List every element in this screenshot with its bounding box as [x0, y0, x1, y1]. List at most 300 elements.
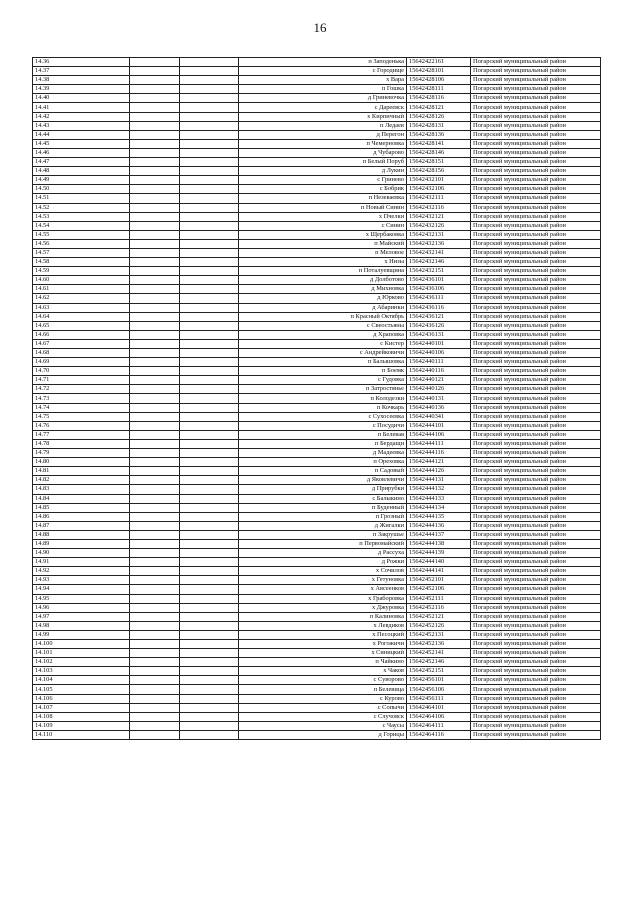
empty-cell: [130, 267, 180, 276]
empty-cell: [180, 158, 239, 167]
district-cell: Погарский муниципальный район: [471, 203, 601, 212]
district-cell: Погарский муниципальный район: [471, 258, 601, 267]
empty-cell: [180, 421, 239, 430]
table-row: [33, 76, 601, 85]
settlement-name-cell: с Городище: [239, 67, 407, 76]
oktmo-code-cell: 15642444139: [407, 549, 471, 558]
empty-cell: [130, 394, 180, 403]
oktmo-code-cell: 15642428121: [407, 103, 471, 112]
empty-cell: [130, 421, 180, 430]
table-row: [33, 640, 601, 649]
district-cell: Погарский муниципальный район: [471, 439, 601, 448]
empty-cell: [180, 203, 239, 212]
empty-cell: [180, 721, 239, 730]
district-cell: Погарский муниципальный район: [471, 676, 601, 685]
empty-cell: [180, 430, 239, 439]
settlement-name-cell: п Поталуевщина: [239, 267, 407, 276]
table-row: [33, 330, 601, 339]
row-number-cell: 14.63: [33, 303, 130, 312]
settlement-name-cell: п Грозный: [239, 512, 407, 521]
empty-cell: [130, 67, 180, 76]
settlement-name-cell: п Новый Синин: [239, 203, 407, 212]
empty-cell: [130, 385, 180, 394]
row-number-cell: 14.65: [33, 321, 130, 330]
table-row: [33, 303, 601, 312]
row-number-cell: 14.89: [33, 539, 130, 548]
settlement-name-cell: п Меловое: [239, 248, 407, 257]
empty-cell: [130, 730, 180, 739]
empty-cell: [180, 330, 239, 339]
empty-cell: [130, 503, 180, 512]
settlement-name-cell: п Балышовка: [239, 358, 407, 367]
empty-cell: [130, 585, 180, 594]
settlement-name-cell: п Первомайский: [239, 539, 407, 548]
empty-cell: [130, 285, 180, 294]
row-number-cell: 14.108: [33, 712, 130, 721]
empty-cell: [180, 58, 239, 67]
empty-cell: [130, 703, 180, 712]
empty-cell: [180, 603, 239, 612]
settlement-name-cell: с Синин: [239, 221, 407, 230]
settlement-name-cell: п Колодезки: [239, 394, 407, 403]
oktmo-code-cell: 15642432101: [407, 176, 471, 185]
table-row: [33, 376, 601, 385]
empty-cell: [130, 530, 180, 539]
row-number-cell: 14.97: [33, 612, 130, 621]
district-cell: Погарский муниципальный район: [471, 185, 601, 194]
table-row: [33, 67, 601, 76]
empty-cell: [180, 503, 239, 512]
oktmo-code-cell: 15642444138: [407, 539, 471, 548]
empty-cell: [180, 567, 239, 576]
oktmo-code-cell: 15642452111: [407, 594, 471, 603]
row-number-cell: 14.44: [33, 130, 130, 139]
district-cell: Погарский муниципальный район: [471, 512, 601, 521]
settlement-name-cell: п Затростянье: [239, 385, 407, 394]
table-row: [33, 85, 601, 94]
district-cell: Погарский муниципальный район: [471, 349, 601, 358]
oktmo-code-cell: 15642444140: [407, 558, 471, 567]
table-row: [33, 94, 601, 103]
oktmo-code-cell: 15642436111: [407, 294, 471, 303]
district-cell: Погарский муниципальный район: [471, 712, 601, 721]
oktmo-code-cell: 15642452101: [407, 576, 471, 585]
district-cell: Погарский муниципальный район: [471, 467, 601, 476]
district-cell: Погарский муниципальный район: [471, 485, 601, 494]
table-row: [33, 703, 601, 712]
settlement-name-cell: х Синицкий: [239, 649, 407, 658]
district-cell: Погарский муниципальный район: [471, 385, 601, 394]
district-cell: Погарский муниципальный район: [471, 549, 601, 558]
oktmo-code-cell: 15642456101: [407, 676, 471, 685]
empty-cell: [180, 267, 239, 276]
table-row: [33, 294, 601, 303]
empty-cell: [180, 167, 239, 176]
empty-cell: [130, 612, 180, 621]
row-number-cell: 14.83: [33, 485, 130, 494]
district-cell: Погарский муниципальный район: [471, 194, 601, 203]
table-row: [33, 512, 601, 521]
table-row: [33, 258, 601, 267]
empty-cell: [130, 58, 180, 67]
table-row: [33, 185, 601, 194]
settlement-name-cell: п Бердащи: [239, 439, 407, 448]
row-number-cell: 14.98: [33, 621, 130, 630]
settlement-name-cell: х Сочилов: [239, 567, 407, 576]
table-row: [33, 312, 601, 321]
oktmo-code-cell: 15642452136: [407, 640, 471, 649]
table-row: [33, 367, 601, 376]
row-number-cell: 14.68: [33, 349, 130, 358]
empty-cell: [180, 612, 239, 621]
table-row: [33, 321, 601, 330]
table-row: [33, 339, 601, 348]
oktmo-code-cell: 15642452141: [407, 649, 471, 658]
empty-cell: [130, 230, 180, 239]
empty-cell: [130, 485, 180, 494]
table-row: [33, 385, 601, 394]
table-row: [33, 485, 601, 494]
empty-cell: [130, 130, 180, 139]
empty-cell: [180, 585, 239, 594]
oktmo-code-cell: 15642436101: [407, 276, 471, 285]
row-number-cell: 14.70: [33, 367, 130, 376]
table-row: [33, 248, 601, 257]
table-row: [33, 176, 601, 185]
row-number-cell: 14.81: [33, 467, 130, 476]
district-cell: Погарский муниципальный район: [471, 585, 601, 594]
district-cell: Погарский муниципальный район: [471, 167, 601, 176]
table-row: [33, 103, 601, 112]
empty-cell: [180, 258, 239, 267]
row-number-cell: 14.74: [33, 403, 130, 412]
row-number-cell: 14.49: [33, 176, 130, 185]
oktmo-code-cell: 15642464111: [407, 721, 471, 730]
settlement-name-cell: д Перегон: [239, 130, 407, 139]
row-number-cell: 14.106: [33, 694, 130, 703]
empty-cell: [180, 294, 239, 303]
empty-cell: [180, 367, 239, 376]
district-cell: Погарский муниципальный район: [471, 449, 601, 458]
row-number-cell: 14.100: [33, 640, 130, 649]
empty-cell: [130, 576, 180, 585]
row-number-cell: 14.102: [33, 658, 130, 667]
oktmo-code-cell: 15642432141: [407, 248, 471, 257]
district-cell: Погарский муниципальный район: [471, 294, 601, 303]
empty-cell: [180, 521, 239, 530]
row-number-cell: 14.66: [33, 330, 130, 339]
table-row: [33, 603, 601, 612]
oktmo-code-cell: 15642428111: [407, 85, 471, 94]
settlement-name-cell: д Лукин: [239, 167, 407, 176]
district-cell: Погарский муниципальный район: [471, 630, 601, 639]
table-row: [33, 558, 601, 567]
empty-cell: [130, 558, 180, 567]
settlement-name-cell: х Щербаковка: [239, 230, 407, 239]
district-cell: Погарский муниципальный район: [471, 158, 601, 167]
oktmo-code-cell: 15642464106: [407, 712, 471, 721]
oktmo-code-cell: 15642444111: [407, 439, 471, 448]
oktmo-code-cell: 15642428141: [407, 139, 471, 148]
empty-cell: [130, 521, 180, 530]
empty-cell: [130, 449, 180, 458]
table-row: [33, 630, 601, 639]
empty-cell: [180, 412, 239, 421]
district-cell: Погарский муниципальный район: [471, 703, 601, 712]
empty-cell: [180, 385, 239, 394]
empty-cell: [130, 721, 180, 730]
table-row: [33, 449, 601, 458]
table-row: [33, 276, 601, 285]
empty-cell: [180, 176, 239, 185]
empty-cell: [180, 339, 239, 348]
row-number-cell: 14.105: [33, 685, 130, 694]
district-cell: Погарский муниципальный район: [471, 94, 601, 103]
empty-cell: [130, 303, 180, 312]
settlement-name-cell: п Закрушье: [239, 530, 407, 539]
oktmo-code-cell: 15642444135: [407, 512, 471, 521]
row-number-cell: 14.103: [33, 667, 130, 676]
oktmo-code-cell: 15642452116: [407, 603, 471, 612]
empty-cell: [130, 203, 180, 212]
empty-cell: [180, 139, 239, 148]
empty-cell: [180, 185, 239, 194]
row-number-cell: 14.52: [33, 203, 130, 212]
oktmo-code-cell: 15642432131: [407, 230, 471, 239]
table-row: [33, 539, 601, 548]
table-row: [33, 194, 601, 203]
settlement-name-cell: д Горицы: [239, 730, 407, 739]
empty-cell: [180, 94, 239, 103]
row-number-cell: 14.95: [33, 594, 130, 603]
settlement-name-cell: с Андрейковичи: [239, 349, 407, 358]
table-row: [33, 721, 601, 730]
empty-cell: [130, 676, 180, 685]
row-number-cell: 14.37: [33, 67, 130, 76]
empty-cell: [130, 85, 180, 94]
district-cell: Погарский муниципальный район: [471, 239, 601, 248]
empty-cell: [180, 76, 239, 85]
empty-cell: [180, 194, 239, 203]
empty-cell: [180, 558, 239, 567]
district-cell: Погарский муниципальный район: [471, 649, 601, 658]
settlement-name-cell: с Свеостьяны: [239, 321, 407, 330]
oktmo-code-cell: 15642428101: [407, 67, 471, 76]
table-row: [33, 658, 601, 667]
settlement-name-cell: с Суворово: [239, 676, 407, 685]
row-number-cell: 14.57: [33, 248, 130, 257]
empty-cell: [130, 239, 180, 248]
oktmo-code-cell: 15642444137: [407, 530, 471, 539]
oktmo-code-cell: 15642444106: [407, 430, 471, 439]
empty-cell: [180, 549, 239, 558]
oktmo-code-cell: 15642428131: [407, 121, 471, 130]
row-number-cell: 14.69: [33, 358, 130, 367]
empty-cell: [130, 330, 180, 339]
table-row: [33, 494, 601, 503]
empty-cell: [130, 658, 180, 667]
row-number-cell: 14.93: [33, 576, 130, 585]
district-cell: Погарский муниципальный район: [471, 285, 601, 294]
table-row: [33, 594, 601, 603]
empty-cell: [180, 649, 239, 658]
oktmo-code-cell: 15642440101: [407, 339, 471, 348]
row-number-cell: 14.88: [33, 530, 130, 539]
district-cell: Погарский муниципальный район: [471, 358, 601, 367]
district-cell: Погарский муниципальный район: [471, 530, 601, 539]
settlement-name-cell: п Незеваевка: [239, 194, 407, 203]
oktmo-code-cell: 15642440121: [407, 376, 471, 385]
empty-cell: [130, 649, 180, 658]
settlement-name-cell: д Гриневочка: [239, 94, 407, 103]
empty-cell: [130, 412, 180, 421]
oktmo-code-cell: 15642428151: [407, 158, 471, 167]
row-number-cell: 14.45: [33, 139, 130, 148]
settlement-name-cell: х Рогожичи: [239, 640, 407, 649]
empty-cell: [130, 194, 180, 203]
district-cell: Погарский муниципальный район: [471, 267, 601, 276]
settlement-name-cell: п Красный Октябрь: [239, 312, 407, 321]
district-cell: Погарский муниципальный район: [471, 148, 601, 157]
empty-cell: [130, 339, 180, 348]
empty-cell: [180, 403, 239, 412]
row-number-cell: 14.67: [33, 339, 130, 348]
settlement-name-cell: д Юрково: [239, 294, 407, 303]
table-row: [33, 439, 601, 448]
table-row: [33, 476, 601, 485]
empty-cell: [130, 403, 180, 412]
empty-cell: [130, 430, 180, 439]
empty-cell: [180, 667, 239, 676]
row-number-cell: 14.94: [33, 585, 130, 594]
empty-cell: [130, 712, 180, 721]
table-row: [33, 567, 601, 576]
settlement-name-cell: п Кочкарь: [239, 403, 407, 412]
district-cell: Погарский муниципальный район: [471, 558, 601, 567]
district-cell: Погарский муниципальный район: [471, 521, 601, 530]
settlement-name-cell: с Сопычи: [239, 703, 407, 712]
empty-cell: [180, 358, 239, 367]
table-row: [33, 167, 601, 176]
empty-cell: [180, 640, 239, 649]
oktmo-code-cell: 15642444131: [407, 476, 471, 485]
empty-cell: [130, 294, 180, 303]
settlement-name-cell: п Ореховка: [239, 458, 407, 467]
empty-cell: [130, 176, 180, 185]
empty-cell: [180, 85, 239, 94]
district-cell: Погарский муниципальный район: [471, 576, 601, 585]
settlement-name-cell: п Гошка: [239, 85, 407, 94]
district-cell: Погарский муниципальный район: [471, 694, 601, 703]
row-number-cell: 14.77: [33, 430, 130, 439]
district-cell: Погарский муниципальный район: [471, 112, 601, 121]
district-cell: Погарский муниципальный район: [471, 476, 601, 485]
table-row: [33, 585, 601, 594]
table-row: [33, 285, 601, 294]
oktmo-code-cell: 15642444116: [407, 449, 471, 458]
empty-cell: [130, 667, 180, 676]
row-number-cell: 14.64: [33, 312, 130, 321]
oktmo-code-cell: 15642436116: [407, 303, 471, 312]
settlement-name-cell: с Кистер: [239, 339, 407, 348]
empty-cell: [130, 312, 180, 321]
empty-cell: [180, 230, 239, 239]
empty-cell: [130, 121, 180, 130]
row-number-cell: 14.42: [33, 112, 130, 121]
district-cell: Погарский муниципальный район: [471, 303, 601, 312]
district-cell: Погарский муниципальный район: [471, 76, 601, 85]
table-row: [33, 649, 601, 658]
settlement-name-cell: с Бобрик: [239, 185, 407, 194]
oktmo-code-cell: 15642444132: [407, 485, 471, 494]
row-number-cell: 14.40: [33, 94, 130, 103]
row-number-cell: 14.48: [33, 167, 130, 176]
row-number-cell: 14.36: [33, 58, 130, 67]
empty-cell: [130, 221, 180, 230]
table-row: [33, 267, 601, 276]
settlement-name-cell: д Рожки: [239, 558, 407, 567]
district-cell: Погарский муниципальный район: [471, 221, 601, 230]
district-cell: Погарский муниципальный район: [471, 212, 601, 221]
oktmo-code-cell: 15642440136: [407, 403, 471, 412]
table-row: [33, 467, 601, 476]
empty-cell: [180, 321, 239, 330]
empty-cell: [130, 258, 180, 267]
empty-cell: [130, 139, 180, 148]
empty-cell: [130, 248, 180, 257]
district-cell: Погарский муниципальный район: [471, 85, 601, 94]
settlement-name-cell: п Боемк: [239, 367, 407, 376]
oktmo-code-cell: 15642452131: [407, 630, 471, 639]
row-number-cell: 14.87: [33, 521, 130, 530]
district-cell: Погарский муниципальный район: [471, 721, 601, 730]
table-row: [33, 403, 601, 412]
empty-cell: [180, 67, 239, 76]
row-number-cell: 14.50: [33, 185, 130, 194]
settlement-name-cell: х Кирпичный: [239, 112, 407, 121]
empty-cell: [180, 376, 239, 385]
oktmo-code-cell: 15642452146: [407, 658, 471, 667]
row-number-cell: 14.96: [33, 603, 130, 612]
settlement-name-cell: х Джуровка: [239, 603, 407, 612]
empty-cell: [180, 703, 239, 712]
district-cell: Погарский муниципальный район: [471, 176, 601, 185]
row-number-cell: 14.55: [33, 230, 130, 239]
row-number-cell: 14.107: [33, 703, 130, 712]
settlement-name-cell: х Чаков: [239, 667, 407, 676]
settlement-name-cell: с Гринево: [239, 176, 407, 185]
row-number-cell: 14.80: [33, 458, 130, 467]
oktmo-code-cell: 15642456106: [407, 685, 471, 694]
settlements-table-body: [33, 58, 601, 740]
table-row: [33, 621, 601, 630]
table-row: [33, 239, 601, 248]
table-row: [33, 130, 601, 139]
district-cell: Погарский муниципальный район: [471, 403, 601, 412]
row-number-cell: 14.75: [33, 412, 130, 421]
district-cell: Погарский муниципальный район: [471, 612, 601, 621]
row-number-cell: 14.59: [33, 267, 130, 276]
row-number-cell: 14.84: [33, 494, 130, 503]
settlement-name-cell: х Низы: [239, 258, 407, 267]
empty-cell: [180, 658, 239, 667]
row-number-cell: 14.82: [33, 476, 130, 485]
district-cell: Погарский муниципальный район: [471, 640, 601, 649]
empty-cell: [180, 685, 239, 694]
oktmo-code-cell: 15642440116: [407, 367, 471, 376]
district-cell: Погарский муниципальный район: [471, 567, 601, 576]
row-number-cell: 14.54: [33, 221, 130, 230]
